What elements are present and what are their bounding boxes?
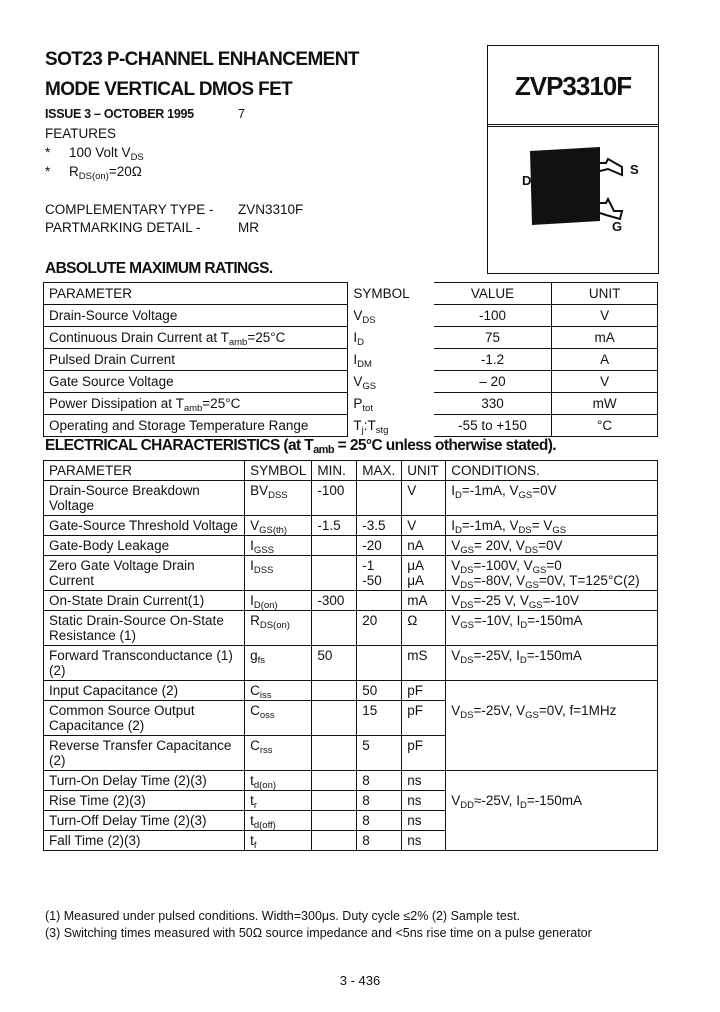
ec-param: Gate-Source Threshold Voltage: [44, 516, 245, 536]
amr-param: Drain-Source Voltage: [44, 305, 348, 327]
feature-sub: DS(on): [78, 171, 109, 182]
ec-unit: V: [402, 481, 446, 516]
ec-param: Turn-Off Delay Time (2)(3): [44, 811, 245, 831]
ec-symbol: $t_{d(off)}$: [245, 811, 312, 831]
feature-bullet: *: [45, 145, 51, 160]
amr-param: Continuous Drain Current at $T_{amb}=25^\circ C$: [44, 327, 348, 349]
ec-heading-sub: amb: [313, 444, 334, 456]
amr-unit: mA: [552, 327, 658, 349]
ec-param: Rise Time (2)(3): [44, 791, 245, 811]
ec-min: [312, 791, 357, 811]
amr-param: Pulsed Drain Current: [44, 349, 348, 371]
ec-max: -3.5: [357, 516, 402, 536]
partmarking-value: MR: [238, 220, 259, 235]
ec-conditions: [446, 771, 658, 791]
ec-row: [44, 591, 658, 611]
ec-heading-post: = 25°C unless otherwise stated).: [333, 437, 556, 454]
ec-min: [312, 611, 357, 646]
ec-row: [44, 516, 658, 536]
ec-max: 8: [357, 831, 402, 851]
amr-value: 330: [434, 393, 552, 415]
ec-row: [44, 536, 658, 556]
amr-unit: mW: [552, 393, 658, 415]
page-number: 3 - 436: [339, 973, 381, 988]
ec-symbol: $C_{rss}$: [245, 736, 312, 771]
ec-unit: mA: [402, 591, 446, 611]
ec-symbol: $t_{d(on)}$: [245, 771, 312, 791]
ec-conditions: [446, 831, 658, 851]
ec-max: -1 -50: [357, 556, 402, 591]
ec-conditions: [446, 811, 658, 831]
ec-max: 8: [357, 811, 402, 831]
ec-param: Drain-Source Breakdown Voltage: [44, 481, 245, 516]
ec-conditions: $I_D=-1mA$, $V_{DS}= V_{GS}$: [446, 516, 658, 536]
ec-conditions: $V_{DS}=-25$ V, $V_{GS}=-10V$: [446, 591, 658, 611]
amr-row: [44, 327, 658, 349]
ec-param: Fall Time (2)(3): [44, 831, 245, 851]
issue-line: ISSUE 3 – OCTOBER 1995: [45, 107, 194, 121]
ec-unit: V: [402, 516, 446, 536]
ec-header-symbol: SYMBOL: [245, 461, 312, 481]
ec-max: 5: [357, 736, 402, 771]
amr-symbol: $P_{tot}$: [348, 393, 434, 415]
feature-text: R: [69, 164, 79, 179]
footnote-1: (1) Measured under pulsed conditions. Width=300μs. Duty cycle ≤2% (2) Sample test.: [45, 909, 521, 923]
complementary-label: COMPLEMENTARY TYPE -: [45, 202, 214, 217]
amr-symbol: $V_{GS}$: [348, 371, 434, 393]
ec-symbol: $V_{GS(th)}$: [245, 516, 312, 536]
sot23-package-icon: [488, 125, 658, 273]
ec-conditions: $V_{GS}= 20V$, $V_{DS}=0V$: [446, 536, 658, 556]
ec-row: [44, 811, 658, 831]
features-heading: FEATURES: [45, 126, 117, 141]
ec-min: [312, 681, 357, 701]
pin-s-label: S: [630, 162, 639, 177]
ec-row: [44, 556, 658, 591]
amr-row: [44, 393, 658, 415]
ec-unit: pF: [402, 736, 446, 771]
ec-unit: μA μA: [402, 556, 446, 591]
ec-row: [44, 611, 658, 646]
ec-param: On-State Drain Current(1): [44, 591, 245, 611]
ec-symbol: $I_{D(on)}$: [245, 591, 312, 611]
ec-header-parameter: PARAMETER: [44, 461, 245, 481]
amr-symbol: $T_j:T_{stg}$: [348, 415, 434, 437]
ec-conditions: $V_{DD}\approx-25V$, $I_D=-150mA$: [446, 791, 658, 811]
ec-param: Turn-On Delay Time (2)(3): [44, 771, 245, 791]
amr-header-symbol: SYMBOL: [348, 283, 434, 305]
amr-symbol: $V_{DS}$: [348, 305, 434, 327]
amr-heading: ABSOLUTE MAXIMUM RATINGS.: [45, 260, 273, 277]
ec-unit: Ω: [402, 611, 446, 646]
ec-min: [312, 811, 357, 831]
ec-symbol: $C_{oss}$: [245, 701, 312, 736]
ec-conditions: [446, 736, 658, 771]
amr-header-parameter: PARAMETER: [44, 283, 348, 305]
amr-symbol: $I_{DM}$: [348, 349, 434, 371]
ec-row: [44, 771, 658, 791]
ec-row: [44, 701, 658, 736]
amr-param: Power Dissipation at $T_{amb}=25^\circ C$: [44, 393, 348, 415]
amr-unit: V: [552, 371, 658, 393]
ec-conditions: $V_{DS}=-25V$, $V_{GS}=0V$, f=1MHz: [446, 701, 658, 736]
ec-unit: pF: [402, 681, 446, 701]
amr-value: -100: [434, 305, 552, 327]
ec-symbol: $R_{DS(on)}$: [245, 611, 312, 646]
ec-conditions: $I_D=-1mA$, $V_{GS}=0V$: [446, 481, 658, 516]
ec-unit: ns: [402, 791, 446, 811]
ec-max: [357, 481, 402, 516]
ec-min: -300: [312, 591, 357, 611]
ec-max: 50: [357, 681, 402, 701]
amr-unit: V: [552, 305, 658, 327]
ec-heading: [45, 437, 556, 455]
part-number-box: [487, 45, 659, 127]
ec-unit: ns: [402, 831, 446, 851]
pin-d-label: D: [522, 173, 532, 188]
ec-min: 50: [312, 646, 357, 681]
ec-header-conditions: CONDITIONS.: [446, 461, 658, 481]
ec-min: [312, 771, 357, 791]
ec-min: [312, 701, 357, 736]
ec-row: [44, 646, 658, 681]
amr-value: -55 to +150: [434, 415, 552, 437]
ec-symbol: $I_{DSS}$: [245, 556, 312, 591]
ec-row: [44, 831, 658, 851]
ec-row: [44, 681, 658, 701]
amr-header-value: VALUE: [434, 283, 552, 305]
ec-max: 8: [357, 791, 402, 811]
ec-row: [44, 791, 658, 811]
ec-max: 20: [357, 611, 402, 646]
ec-header-unit: UNIT: [402, 461, 446, 481]
ec-unit: ns: [402, 811, 446, 831]
ec-row: [44, 736, 658, 771]
feature-tail: =20Ω: [108, 164, 142, 179]
ec-min: [312, 831, 357, 851]
feature-sub: DS: [130, 152, 144, 163]
pin-g-label: G: [612, 219, 623, 234]
issue-mark: 7: [238, 107, 245, 121]
amr-row: [44, 349, 658, 371]
amr-symbol: $I_D$: [348, 327, 434, 349]
complementary-value: ZVN3310F: [238, 202, 304, 217]
feature-bullet: *: [45, 164, 51, 179]
ec-symbol: $t_r$: [245, 791, 312, 811]
ec-heading-pre: ELECTRICAL CHARACTERISTICS (at T: [45, 437, 314, 454]
ec-header-max: MAX.: [357, 461, 402, 481]
amr-row: [44, 371, 658, 393]
ec-conditions: $V_{DS}=-100V$, $V_{GS}=0$ $V_{DS}=-80V$, $V_{GS}=0V$, T=125°C(2): [446, 556, 658, 591]
partmarking-label: PARTMARKING DETAIL -: [45, 220, 201, 235]
amr-header-row: [44, 283, 658, 305]
ec-max: 15: [357, 701, 402, 736]
package-box: [487, 124, 659, 274]
amr-unit: °C: [552, 415, 658, 437]
amr-value: -1.2: [434, 349, 552, 371]
ec-conditions: $V_{GS}=-10V$, $I_D=-150mA$: [446, 611, 658, 646]
ec-header-row: [44, 461, 658, 481]
ec-param: Reverse Transfer Capacitance (2): [44, 736, 245, 771]
ec-symbol: $BV_{DSS}$: [245, 481, 312, 516]
ec-param: Forward Transconductance (1)(2): [44, 646, 245, 681]
ec-table: [43, 460, 658, 851]
feature-text: 100 Volt V: [69, 145, 131, 160]
amr-header-unit: UNIT: [552, 283, 658, 305]
ec-min: -100: [312, 481, 357, 516]
ec-header-min: MIN.: [312, 461, 357, 481]
title-line-2: MODE VERTICAL DMOS FET: [45, 79, 293, 100]
title-line-1: SOT23 P-CHANNEL ENHANCEMENT: [45, 49, 359, 70]
ec-unit: nA: [402, 536, 446, 556]
ec-symbol: $g_{fs}$: [245, 646, 312, 681]
ec-max: [357, 646, 402, 681]
amr-unit: A: [552, 349, 658, 371]
ec-max: [357, 591, 402, 611]
ec-symbol: $t_f$: [245, 831, 312, 851]
amr-value: 75: [434, 327, 552, 349]
ec-param: Gate-Body Leakage: [44, 536, 245, 556]
amr-value: – 20: [434, 371, 552, 393]
ec-conditions: [446, 681, 658, 701]
amr-param: Operating and Storage Temperature Range: [44, 415, 348, 437]
ec-param: Input Capacitance (2): [44, 681, 245, 701]
ec-symbol: $C_{iss}$: [245, 681, 312, 701]
ec-unit: ns: [402, 771, 446, 791]
feature-item: [45, 144, 144, 163]
ec-min: [312, 536, 357, 556]
ec-param: Zero Gate Voltage Drain Current: [44, 556, 245, 591]
amr-param: Gate Source Voltage: [44, 371, 348, 393]
ec-min: [312, 736, 357, 771]
amr-table: [43, 282, 658, 437]
ec-max: 8: [357, 771, 402, 791]
amr-row: [44, 415, 658, 437]
ec-unit: pF: [402, 701, 446, 736]
footnote-2: (3) Switching times measured with 50Ω source impedance and <5ns rise time on a pulse generator: [45, 926, 592, 940]
amr-row: [44, 305, 658, 327]
ec-row: [44, 481, 658, 516]
ec-min: [312, 556, 357, 591]
part-number: ZVP3310F: [514, 71, 632, 101]
ec-param: Static Drain-Source On-State Resistance (1): [44, 611, 245, 646]
ec-symbol: $I_{GSS}$: [245, 536, 312, 556]
ec-param: Common Source Output Capacitance (2): [44, 701, 245, 736]
ec-conditions: $V_{DS}=-25V$, $I_D=-150mA$: [446, 646, 658, 681]
ec-max: -20: [357, 536, 402, 556]
ec-unit: mS: [402, 646, 446, 681]
ec-min: -1.5: [312, 516, 357, 536]
